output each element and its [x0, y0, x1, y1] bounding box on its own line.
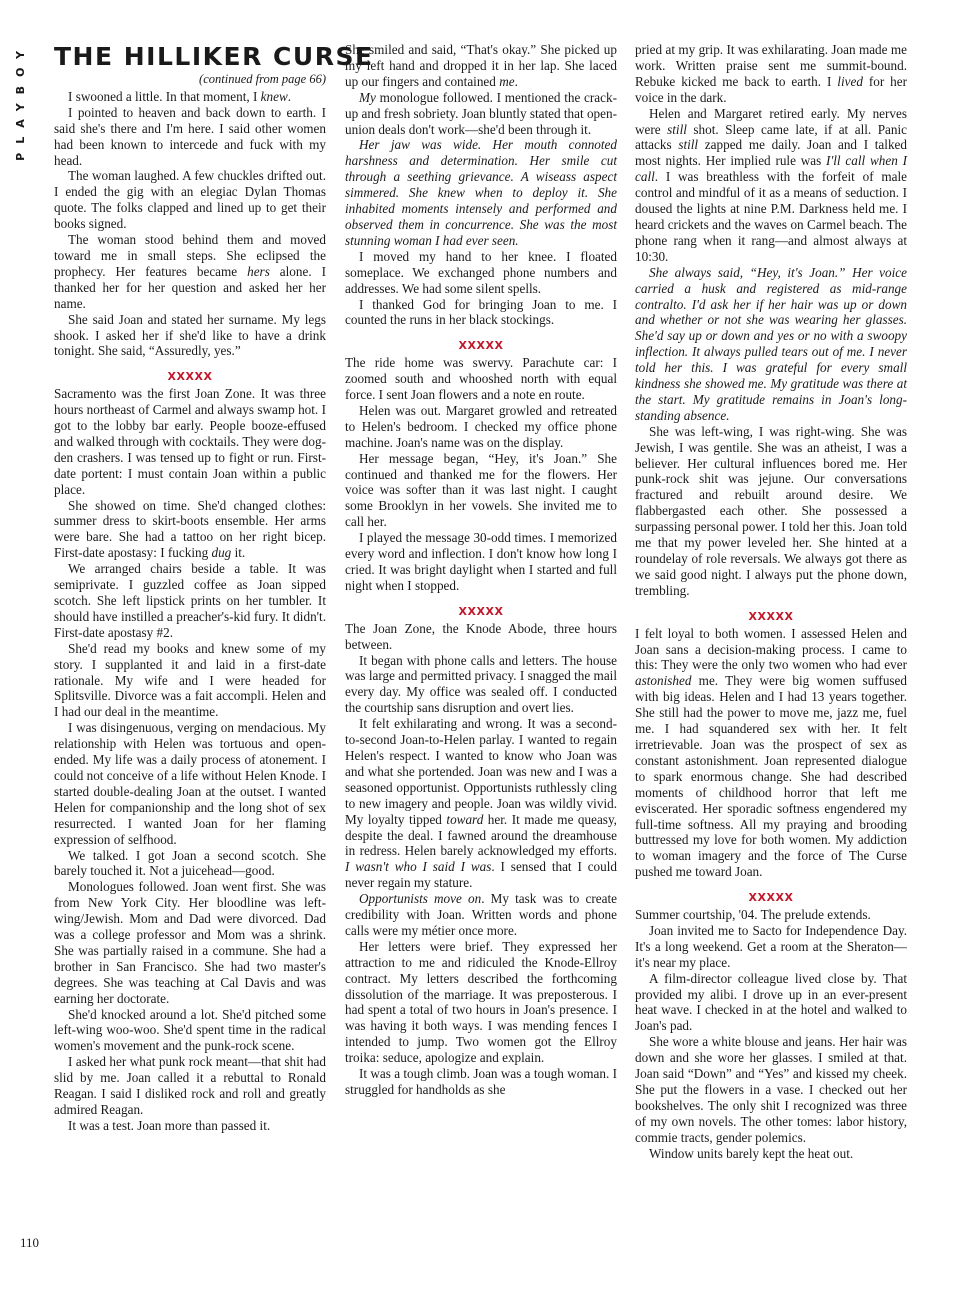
- body-text: I thanked God for bringing Joan to me. I counted the runs in her black stockings.: [345, 296, 617, 328]
- paragraph: [54, 168, 326, 232]
- body-text: zapped me daily. Joan and I talked most nights. Her implied rule was: [635, 137, 907, 169]
- body-text: I pointed to heaven and back down to earth. I said she's there and I'm here. I said other women had been known to intercede and fuck with my head.: [54, 104, 326, 168]
- body-text: . I was breathless with the forfeit of male control and mindful of it as a means of seduction. I doused the lights at nine P.M. Darkness held me. I heard crickets and the waves on Carmel beach. The phone rang when it rang—and almost always at 10:30.: [635, 169, 907, 264]
- paragraph: [345, 297, 617, 329]
- body-text: shot. Sleep came late, if at all. Panic attacks: [635, 121, 907, 153]
- body-text: me. They were big women suffused with big ideas. Helen and I had 13 years together. She still had the power to move me, jazz me, fuel me. I had squandered sex with her. It felt irretrievable. Joan was the prospect of sex as constant astonishment. Joan represented dialogue to spark enormous change. She had described moments of childhood horror that left me eviscerated. Her sporadic softness engendered my full-time softness. All my praying and brooding buttressed my love for both women. My addiction to woman imagery and the force of The Curse pushed me toward Joan.: [635, 673, 907, 880]
- paragraph: [345, 355, 617, 403]
- emphasis-text: hers: [247, 263, 270, 279]
- paragraph: [54, 561, 326, 641]
- paragraph: [635, 265, 907, 424]
- paragraph: [635, 626, 907, 881]
- body-text: for her voice in the dark.: [635, 73, 908, 105]
- section-divider: XXXXX: [458, 604, 504, 618]
- body-text: She wore a white blouse and jeans. Her hair was down and she wore her glasses. I smiled at that. Joan said “Down” and “Yes” and kissed my cheek. She put the flowers in a vase. I checked out her bookshelves. The only shit I recognized was three of my own novels. The other tomes: labor history, commie tracts, gender polemics.: [635, 1034, 907, 1145]
- paragraph: [635, 1034, 907, 1145]
- paragraph: [345, 530, 617, 594]
- paragraph: [54, 89, 326, 105]
- body-text: Window units barely kept the heat out.: [649, 1145, 854, 1161]
- paragraph: [345, 42, 617, 90]
- paragraph: [635, 923, 907, 971]
- body-text: Helen and Margaret retired early. My nerves were: [635, 105, 907, 137]
- emphasis-text: me: [499, 73, 515, 89]
- body-text: .: [287, 88, 292, 104]
- column-3-body: [635, 42, 907, 1162]
- emphasis-text: still: [678, 137, 699, 153]
- paragraph: [635, 1146, 907, 1162]
- body-text: The Joan Zone, the Knode Abode, three hours between.: [345, 620, 617, 652]
- body-text: She smiled and said, “That's okay.” She picked up my left hand and dropped it in her lap. She laced up our fingers and contained: [345, 42, 617, 89]
- body-text: I moved my hand to her knee. I floated someplace. We exchanged phone numbers and addresses. We had some silent spells.: [345, 248, 617, 296]
- body-text: pried at my grip. It was exhilarating. Joan made me work. Written praise sent me summit-bound. Rebuke kicked me back to earth. I: [635, 42, 907, 89]
- body-text: her. It made me queasy, despite the deal. I fawned around the dreamhouse in redress. Helen barely acknowledged my efforts.: [345, 811, 617, 859]
- paragraph: [345, 249, 617, 297]
- paragraph: [345, 451, 617, 531]
- paragraph: [345, 403, 617, 451]
- column-2-body: [345, 42, 617, 1098]
- body-text: A film-director colleague lived close by. That provided my alibi. I drove up in an ever-present heat wave. I checked in at the hotel and walked to Joan's pad.: [635, 970, 907, 1034]
- body-text: It was a tough climb. Joan was a tough woman. I struggled for handholds as she: [345, 1066, 617, 1097]
- emphasis-text: toward: [446, 811, 484, 827]
- emphasis-text: astonished: [635, 673, 692, 689]
- paragraph: [345, 653, 617, 717]
- section-divider: XXXXX: [748, 891, 794, 905]
- body-text: Her letters were brief. They expressed her attraction to me and ridiculed the Knode-Ellroy contract. My letters described the forthcoming dissolution of the marriage. It was preposterous. I had spent a total of two hours in Joan's presence. I was having it both ways. I was mending fences I intended to jump. Two women got the Ellroy troika: seduce, apologize and explain.: [345, 938, 617, 1066]
- paragraph: [345, 1066, 617, 1098]
- article-title: THE HILLIKER CURSE: [54, 42, 374, 71]
- body-text: Her message began, “Hey, it's Joan.” She continued and thanked me for the flowers. Her voice was softer than it was last night. I caught some Brooklyn in her vowels. She invited me to call her.: [345, 450, 617, 530]
- body-text: She was left-wing, I was right-wing. She was Jewish, I was gentile. She was an atheist, I was a believer. Her cultural influences bored me. Her punk-rock shit was jejune. Our conversations fractured and rebuilt around desire. We flabbergasted each other. She possessed a surpassing personal power. I told her this. Joan told me that my power leveled her. She hinted at a roundelay of role reversals. We always got there as we said good night. I always put the phone down, trembling.: [635, 423, 907, 598]
- body-text: She said Joan and stated her surname. My legs shook. I asked her if she'd like to have a drink tonight. She said, “Assuredly, yes.”: [54, 311, 326, 359]
- body-text: It began with phone calls and letters. The house was large and permitted privacy. I snagged the mail every day. My office was sealed off. I conducted the courtship sans disruption and overt lies.: [345, 652, 617, 716]
- body-text: I swooned a little. In that moment, I: [68, 88, 261, 104]
- section-divider: XXXXX: [748, 609, 794, 623]
- column-2: [345, 42, 617, 1098]
- column-3: [635, 42, 907, 1162]
- paragraph: [345, 137, 617, 248]
- emphasis-text: My: [359, 89, 376, 105]
- body-text: I played the message 30-odd times. I memorized every word and inflection. I don't know how long I cried. It was bright daylight when I started and full night when I stopped.: [345, 530, 617, 593]
- body-text: The woman stood behind them and moved toward me in small steps. She eclipsed the prophecy. Her features became: [54, 232, 326, 279]
- paragraph: [54, 1054, 326, 1118]
- body-text: Joan invited me to Sacto for Independence Day. It's a long weekend. Get a room at the Sheraton—it's near my place.: [635, 922, 907, 970]
- paragraph: [345, 90, 617, 138]
- paragraph: [54, 232, 326, 312]
- section-divider: XXXXX: [167, 370, 213, 384]
- body-text: The woman laughed. A few chuckles drifted out. I ended the gig with an elegiac Dylan Thomas quote. The folks clapped and lined up to get their books signed.: [54, 168, 326, 232]
- column-1-body: [54, 89, 326, 1134]
- paragraph: [345, 891, 617, 939]
- body-text: alone. I thanked her for her question and asked her her name.: [54, 263, 326, 311]
- magazine-masthead: PLAYBOY: [14, 42, 27, 161]
- body-text: We talked. I got Joan a second scotch. She barely touched it. Not a juicehead—good.: [54, 847, 326, 879]
- paragraph: [635, 42, 907, 106]
- paragraph: [54, 312, 326, 360]
- page-number: 110: [20, 1235, 40, 1250]
- paragraph: [635, 424, 907, 599]
- body-text: .: [514, 73, 518, 89]
- paragraph: [54, 498, 326, 562]
- body-text: It was a test. Joan more than passed it.: [68, 1117, 271, 1133]
- emphasis-text: Opportunists move on: [359, 891, 482, 907]
- body-text: She'd knocked around a lot. She'd pitched some left-wing woo-woo. She'd spent time in the radical women's movement and the punk-rock scene.: [54, 1006, 326, 1054]
- paragraph: [635, 907, 907, 923]
- paragraph: [54, 105, 326, 169]
- paragraph: [345, 621, 617, 653]
- emphasis-text: I wasn't who I said I was: [345, 859, 492, 875]
- body-text: Her jaw was wide. Her mouth connoted harshness and determination. Her smile cut through a seething grievance. A wiseass aspect simmered. She knew when to deploy it. She inhabited moments intensely and performed and observed them in concurrence. She was the most stunning woman I had ever seen.: [345, 137, 617, 248]
- body-text: I asked her what punk rock meant—that shit had slid by me. Joan called it a rebuttal to Ronald Reagan. I said I disliked rock and roll and greatly admired Reagan.: [54, 1054, 326, 1117]
- body-text: The ride home was swervy. Parachute car: I zoomed south and whooshed north with equal force. I sent Joan flowers and a note en route.: [345, 355, 617, 403]
- body-text: Sacramento was the first Joan Zone. It was three hours northeast of Carmel and always swamp hot. I got to the lobby bar early. People booze-effused and walked through with cocktails. They were dog-den crashers. I was tensed up to fight or run. First-date portent: I must contain Joan within a public place.: [54, 386, 326, 497]
- paragraph: [54, 1007, 326, 1055]
- paragraph: [54, 848, 326, 880]
- body-text: Summer courtship, '04. The prelude extends.: [635, 907, 871, 923]
- body-text: She'd read my books and knew some of my story. I supplanted it and laid in a first-date rationale. My wife and I were headed for Splitsville. Divorce was a fait accompli. Helen and I had our deal in the meantime.: [54, 640, 326, 720]
- continued-note: (continued from page 66): [199, 72, 326, 86]
- paragraph: [635, 106, 907, 265]
- body-text: . I sensed that I could never regain my stature.: [345, 859, 618, 891]
- body-text: monologue followed. I mentioned the crack-up and fresh sobriety. Joan bluntly stated that open-union deals don't work—she'd been through it.: [345, 89, 617, 137]
- body-text: I was disingenuous, verging on mendacious. My relationship with Helen was tortuous and open-ended. My life was a daily process of atonement. I could not conceive of a life without Helen Knode. I started double-dealing Joan at the outset. I wanted Helen for companionship and the long shot of sex resurrected. I wanted Joan for her flaming expression of selfhood.: [54, 720, 326, 847]
- body-text: She showed on time. She'd changed clothes: summer dress to skirt-boots ensemble. Her arms were bare. She had a tattoo on her right bicep. First-date apostasy: I fucking: [54, 497, 326, 561]
- emphasis-text: dug: [211, 545, 232, 561]
- emphasis-text: still: [667, 121, 687, 137]
- paragraph: [345, 939, 617, 1066]
- emphasis-text: knew: [260, 88, 288, 104]
- column-1: [54, 42, 374, 1134]
- body-text: . My task was to create credibility with Joan. Written words and phone calls were my métier once more.: [345, 891, 617, 938]
- body-text: We arranged chairs beside a table. It was semiprivate. I guzzled coffee as Joan sipped scotch. She left lipstick prints on her tumbler. It should have instilled a preacher's-kid fury. It didn't. First-date apostasy #2.: [54, 561, 326, 640]
- paragraph: [54, 641, 326, 721]
- paragraph: [54, 879, 326, 1006]
- paragraph: [54, 1118, 326, 1134]
- body-text: She always said, “Hey, it's Joan.” Her voice carried a husk and registered as mid-range contralto. I'd ask her if her hair was up or down and whether or not she was wearing her glasses. She'd say up or down and yes or no with a swoopy inflection. It always pulled tears out of me. I never told her this. I was grateful for every small kindness she showed me. My gratitude was there at the start. My gratitude remains in Joan's long-standing absence.: [635, 264, 907, 423]
- body-text: Helen was out. Margaret growled and retreated to Helen's bedroom. I checked my office phone machine. Joan's name was on the display.: [345, 402, 617, 450]
- paragraph: [54, 386, 326, 497]
- paragraph: [345, 716, 617, 891]
- body-text: Monologues followed. Joan went first. She was from New York City. Her bloodline was left-wing/Jewish. Mom and Dad were divorced. Dad was a college professor and Mom was a shrink. She was partially raised in a commune. She had a brother in San Francisco. She had two master's degrees. She was teaching at Cal Davis and was earning her doctorate.: [54, 879, 326, 1006]
- emphasis-text: lived: [837, 73, 863, 89]
- emphasis-text: I'll call when I call: [635, 153, 907, 185]
- body-text: I felt loyal to both women. I assessed Helen and Joan sans a decision-making process. I came to this: They were the only two women who had ever: [635, 625, 907, 673]
- body-text: It felt exhilarating and wrong. It was a second-to-second Joan-to-Helen parlay. I wanted to regain Helen's respect. I wanted to know who Joan was and what she portended. Joan was new and I was a seasoned opportunist. Opportunists ruthlessly cling to new imagery and people. Joan was wildly vivid. My loyalty tipped: [345, 716, 617, 827]
- paragraph: [635, 971, 907, 1035]
- body-text: it.: [231, 545, 246, 561]
- section-divider: XXXXX: [458, 339, 504, 353]
- paragraph: [54, 720, 326, 847]
